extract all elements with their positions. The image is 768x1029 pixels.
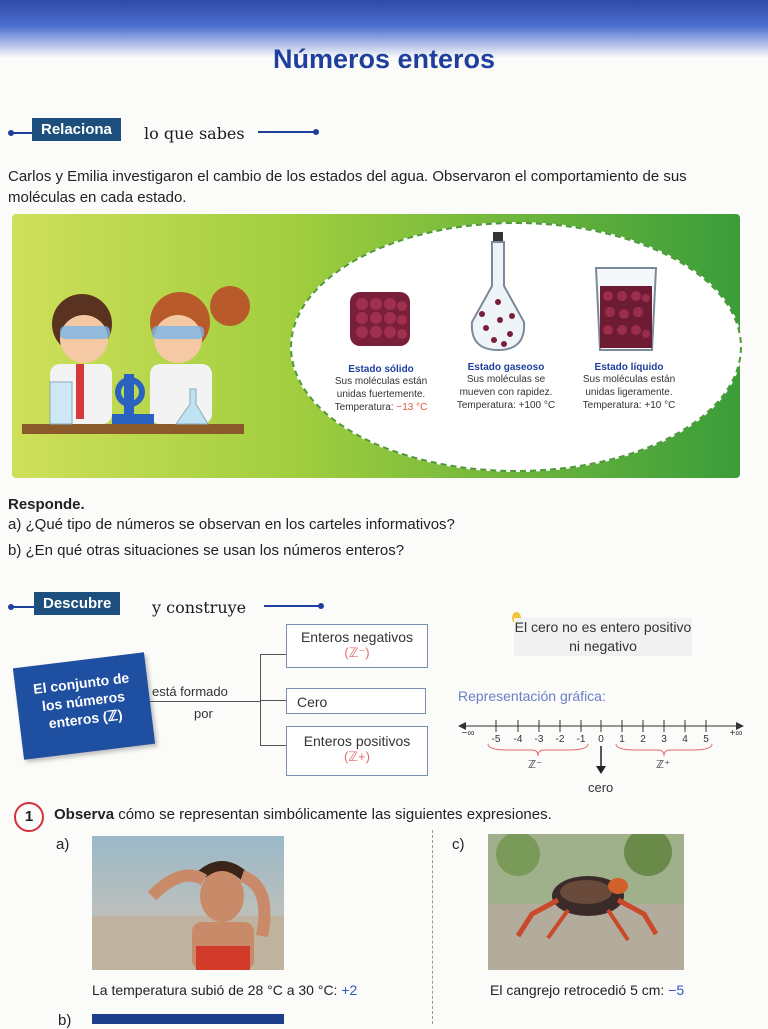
neg-infinity-label: −∞ [461,728,475,739]
intro-paragraph: Carlos y Emilia investigaron el cambio de los estados del agua. Observaron el comportamiento de sus moléculas en cada estado. [8,168,687,206]
item-b-label: b) [58,1012,72,1029]
state-liquid-name: Estado líquido [594,362,664,373]
bracket-bottom [260,745,286,746]
column-divider [432,830,433,1024]
activity-verb: Observa [54,806,115,823]
tick-label: -4 [513,734,523,745]
z-negative-label: ℤ⁻ [528,759,542,771]
section-dot [313,129,319,135]
integers-set-card: El conjunto de los números enteros (ℤ) [13,652,155,759]
state-gas-desc1: Sus moléculas se [466,374,546,385]
caption-c-value: −5 [668,982,685,998]
cero-label: cero [588,780,614,795]
state-solid [322,364,440,414]
state-solid-temp-label: Temperatura: [334,402,394,413]
activity-rest: cómo se representan simbólicamente las siguientes expresiones. [118,806,552,823]
box-positive-integers [286,726,428,776]
activity-number: 1 [14,802,44,832]
solid-molecules-icon [346,288,416,350]
section-dot [318,603,324,609]
tick-label: 3 [661,734,667,745]
tick-label: 1 [619,734,625,745]
responde-label: Responde. [8,496,85,513]
box-positive-symbol: (ℤ+) [344,749,370,764]
bracket-mid [260,700,286,701]
bracket-top [260,654,286,655]
descubre-tag: Descubre [34,592,120,615]
photo-crab [488,834,684,970]
tick-label: -1 [576,734,586,745]
zero-note: El cero no es entero positivo ni negativo [514,619,692,654]
tick-label: 5 [703,734,709,745]
state-liquid-temp-label: Temperatura: [582,400,642,411]
photo-b [92,1014,284,1024]
state-liquid-desc1: Sus moléculas están [582,374,676,385]
tick-label: -5 [491,734,501,745]
section-line [264,605,320,607]
tick-label: 4 [682,734,688,745]
state-gas-name: Estado gaseoso [467,362,545,373]
connector-text-2: por [194,706,213,721]
connector-text-1: está formado [152,684,228,699]
state-liquid [570,362,688,412]
state-liquid-temp-value: +10 °C [644,400,676,411]
page-title: Números enteros [272,44,496,74]
box-negative-label: Enteros negativos [300,629,414,645]
pos-infinity-label: +∞ [729,728,743,739]
tick-label: 0 [598,734,604,745]
tick-label: -2 [555,734,565,745]
photo-woman-heat [92,836,284,970]
graph-title: Representación gráfica: [458,688,606,704]
section-line [12,132,34,134]
item-a-label: a) [56,836,70,853]
item-c-label: c) [452,836,465,853]
connector-line [150,701,260,702]
descubre-subtitle: y construye [152,598,247,617]
tick-label: -3 [534,734,544,745]
section-line [12,606,34,608]
state-gas-desc2: mueven con rapidez. [459,387,553,398]
question-b: b) ¿En qué otras situaciones se usan los números enteros? [8,542,405,559]
state-solid-desc2: unidas fuertemente. [336,389,426,400]
state-solid-temp-value: −13 °C [396,402,428,413]
question-a: a) ¿Qué tipo de números se observan en los carteles informativos? [8,516,455,533]
tick-label: 2 [640,734,646,745]
relaciona-subtitle: lo que sabes [144,124,245,143]
kids-illustration [12,214,302,478]
relaciona-tag: Relaciona [32,118,121,141]
liquid-beaker-icon [592,264,660,354]
section-line [258,131,314,133]
caption-a: La temperatura subió de 28 °C a 30 °C: +2 [92,982,358,998]
state-gas-temp-value: +100 °C [518,400,556,411]
state-solid-desc1: Sus moléculas están [334,376,428,387]
box-negative-integers [286,624,428,668]
caption-a-value: +2 [341,982,358,998]
activity-instruction [54,806,552,823]
state-solid-name: Estado sólido [348,364,414,375]
gas-flask-icon [466,230,530,354]
box-positive-label: Enteros positivos [303,733,411,749]
z-positive-label: ℤ⁺ [656,759,670,771]
state-liquid-desc2: unidas ligeramente. [585,387,673,398]
state-gas [444,362,568,412]
box-negative-symbol: (ℤ⁻) [344,645,370,660]
box-zero: Cero [286,688,426,714]
caption-c: El cangrejo retrocedió 5 cm: −5 [490,982,685,998]
state-gas-temp-label: Temperatura: [456,400,516,411]
